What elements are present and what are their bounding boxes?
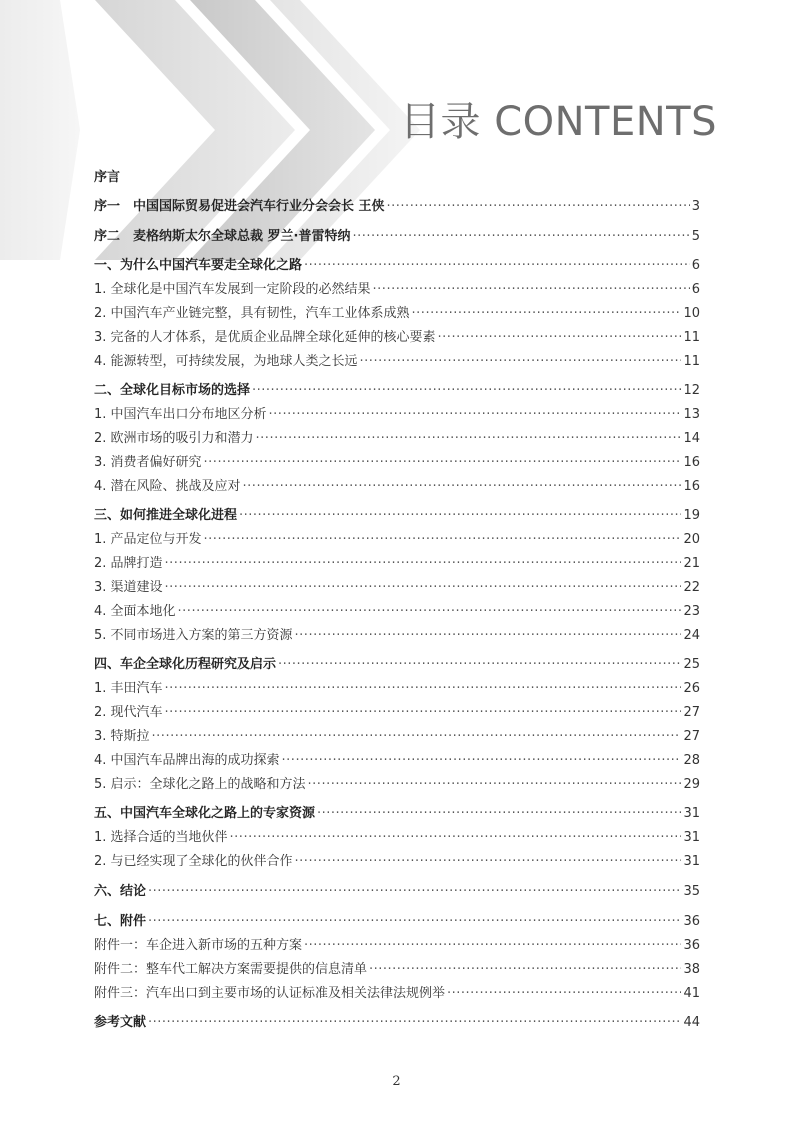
toc-entry[interactable]: [94, 1013, 700, 1033]
toc-entry[interactable]: [94, 477, 700, 497]
toc-entry-title: 3. 消费者偏好研究: [94, 455, 202, 470]
dot-leader: [252, 381, 681, 401]
toc-entry-title: 4. 潜在风险、挑战及应对: [94, 479, 241, 494]
dot-leader: [178, 602, 682, 622]
toc-entry-title: 5. 不同市场进入方案的第三方资源: [94, 628, 293, 643]
toc-entry-page: 20: [683, 532, 700, 547]
toc-entry-page: 28: [683, 753, 700, 768]
dot-leader: [204, 453, 682, 473]
toc-entry[interactable]: [94, 197, 700, 217]
toc-entry[interactable]: [94, 405, 700, 425]
dot-leader: [230, 828, 682, 848]
toc-entry-title: 3. 渠道建设: [94, 580, 163, 595]
dot-leader: [269, 405, 682, 425]
toc-entry[interactable]: [94, 280, 700, 300]
dot-leader: [165, 578, 682, 598]
dot-leader: [304, 256, 690, 276]
toc-entry[interactable]: [94, 936, 700, 956]
toc-entry[interactable]: [94, 984, 700, 1004]
toc-entry[interactable]: [94, 727, 700, 747]
dot-leader: [317, 804, 681, 824]
toc-entry-title: 附件一：车企进入新市场的五种方案: [94, 938, 303, 953]
toc-preface-heading: [94, 168, 700, 188]
toc-entry-page: 22: [683, 580, 700, 595]
dot-leader: [304, 936, 681, 956]
toc-entry[interactable]: [94, 852, 700, 872]
toc-entry-title: 1. 中国汽车出口分布地区分析: [94, 407, 267, 422]
toc-entry-page: 38: [683, 962, 700, 977]
dot-leader: [352, 227, 689, 247]
toc-entry-title: 2. 品牌打造: [94, 556, 163, 571]
toc-entry[interactable]: [94, 578, 700, 598]
toc-entry-page: 11: [683, 330, 700, 345]
toc-entry[interactable]: [94, 703, 700, 723]
toc-entry[interactable]: [94, 352, 700, 372]
dot-leader: [165, 703, 682, 723]
toc-entry-title: 一、为什么中国汽车要走全球化之路: [94, 258, 303, 273]
dot-leader: [438, 328, 682, 348]
dot-leader: [373, 280, 690, 300]
dot-leader: [282, 751, 682, 771]
toc-entry-title: 序一 中国国际贸易促进会汽车行业分会会长 王侠: [94, 199, 385, 214]
toc-entry-page: 31: [683, 854, 700, 869]
toc-entry[interactable]: [94, 655, 700, 675]
toc-entry-title: 4. 全面本地化: [94, 604, 176, 619]
toc-entry-page: 21: [683, 556, 700, 571]
toc-entry-title: 5. 启示：全球化之路上的战略和方法: [94, 777, 306, 792]
toc-entry-title: 六、结论: [94, 884, 147, 899]
toc-entry-title: 1. 选择合适的当地伙伴: [94, 830, 228, 845]
toc-entry-page: 19: [683, 508, 700, 523]
toc-entry-title: 序二 麦格纳斯太尔全球总裁 罗兰·普雷特纳: [94, 229, 351, 244]
toc-entry-page: 24: [683, 628, 700, 643]
dot-leader: [148, 1013, 681, 1033]
toc-entry-page: 11: [683, 354, 700, 369]
dot-leader: [148, 912, 681, 932]
toc-entry[interactable]: [94, 751, 700, 771]
toc-entry-page: 44: [683, 1015, 700, 1030]
toc-entry-page: 36: [683, 938, 700, 953]
toc-entry-title: 4. 能源转型，可持续发展，为地球人类之长远: [94, 354, 358, 369]
dot-leader: [447, 984, 681, 1004]
toc-entry-page: 14: [683, 431, 700, 446]
toc-entry-title: 2. 与已经实现了全球化的伙伴合作: [94, 854, 293, 869]
toc-entry[interactable]: [94, 227, 700, 247]
toc-entry-page: 12: [683, 383, 700, 398]
toc-entry-page: 23: [683, 604, 700, 619]
toc-entry-page: 13: [683, 407, 700, 422]
toc-entry[interactable]: [94, 602, 700, 622]
toc-entry-title: 1. 丰田汽车: [94, 681, 163, 696]
toc-entry-page: 35: [683, 884, 700, 899]
page-number: 2: [392, 1074, 401, 1089]
toc-entry-page: 31: [683, 806, 700, 821]
toc-entry-title: 2. 欧洲市场的吸引力和潜力: [94, 431, 254, 446]
toc-entry-title: 参考文献: [94, 1015, 147, 1030]
decorative-chevron-graphic: [0, 0, 793, 300]
toc-entry[interactable]: [94, 429, 700, 449]
toc-entry[interactable]: [94, 304, 700, 324]
toc-entry[interactable]: [94, 960, 700, 980]
dot-leader: [369, 960, 681, 980]
toc-entry[interactable]: [94, 679, 700, 699]
toc-entry[interactable]: [94, 828, 700, 848]
dot-leader: [148, 882, 681, 902]
toc-entry-title: 3. 特斯拉: [94, 729, 150, 744]
toc-entry-page: 16: [683, 479, 700, 494]
toc-entry-title: 七、附件: [94, 914, 147, 929]
toc-entry[interactable]: [94, 506, 700, 526]
toc-entry[interactable]: [94, 912, 700, 932]
dot-leader: [256, 429, 682, 449]
toc-entry-page: 29: [683, 777, 700, 792]
toc-entry-title: 五、中国汽车全球化之路上的专家资源: [94, 806, 316, 821]
toc-entry-page: 6: [691, 258, 700, 273]
toc-entry-page: 5: [691, 229, 700, 244]
toc-entry-page: 27: [683, 729, 700, 744]
dot-leader: [360, 352, 682, 372]
toc-entry-title: 3. 完备的人才体系，是优质企业品牌全球化延伸的核心要素: [94, 330, 436, 345]
toc-entry[interactable]: [94, 328, 700, 348]
toc-entry[interactable]: [94, 256, 700, 276]
dot-leader: [308, 775, 682, 795]
toc-entry[interactable]: [94, 530, 700, 550]
toc-entry-title: 2. 中国汽车产业链完整，具有韧性，汽车工业体系成熟: [94, 306, 410, 321]
toc-heading-text: 序言: [94, 170, 121, 185]
dot-leader: [204, 530, 682, 550]
toc-entry[interactable]: [94, 381, 700, 401]
dot-leader: [412, 304, 682, 324]
toc-entry-page: 27: [683, 705, 700, 720]
toc-entry[interactable]: [94, 775, 700, 795]
toc-entry-title: 四、车企全球化历程研究及启示: [94, 657, 277, 672]
toc-entry-page: 6: [691, 282, 700, 297]
dot-leader: [243, 477, 682, 497]
toc-entry-page: 16: [683, 455, 700, 470]
toc-entry[interactable]: [94, 804, 700, 824]
toc-entry-page: 41: [683, 986, 700, 1001]
toc-entry-title: 附件三：汽车出口到主要市场的认证标准及相关法律法规例举: [94, 986, 446, 1001]
dot-leader: [278, 655, 681, 675]
chevron-shape-1: [0, 0, 80, 260]
toc-entry-page: 31: [683, 830, 700, 845]
toc-entry[interactable]: [94, 453, 700, 473]
toc-entry-page: 26: [683, 681, 700, 696]
dot-leader: [165, 679, 682, 699]
toc-entry[interactable]: [94, 554, 700, 574]
toc-entry-title: 附件二：整车代工解决方案需要提供的信息清单: [94, 962, 368, 977]
toc-entry-page: 25: [683, 657, 700, 672]
toc-entry-title: 2. 现代汽车: [94, 705, 163, 720]
dot-leader: [387, 197, 690, 217]
toc-entry-title: 1. 产品定位与开发: [94, 532, 202, 547]
toc-entry[interactable]: [94, 626, 700, 646]
toc-entry-title: 1. 全球化是中国汽车发展到一定阶段的必然结果: [94, 282, 371, 297]
toc-entry-title: 三、如何推进全球化进程: [94, 508, 238, 523]
dot-leader: [165, 554, 682, 574]
toc-entry-title: 二、全球化目标市场的选择: [94, 383, 251, 398]
toc-entry-page: 3: [691, 199, 700, 214]
toc-entry-page: 36: [683, 914, 700, 929]
toc-entry-title: 4. 中国汽车品牌出海的成功探索: [94, 753, 280, 768]
page-title: 目录 CONTENTS: [399, 99, 717, 145]
dot-leader: [152, 727, 682, 747]
toc-entry[interactable]: [94, 882, 700, 902]
dot-leader: [295, 852, 682, 872]
dot-leader: [239, 506, 681, 526]
toc-entry-page: 10: [683, 306, 700, 321]
dot-leader: [295, 626, 682, 646]
